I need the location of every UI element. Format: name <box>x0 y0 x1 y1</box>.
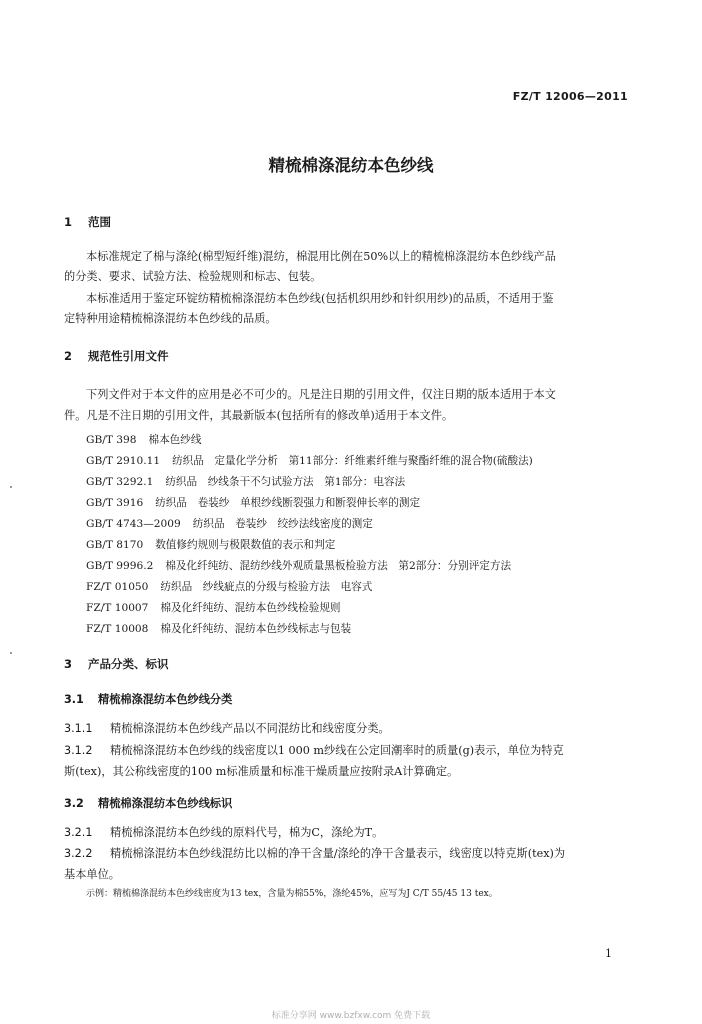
reference-code: GB/T 398 <box>86 434 137 446</box>
reference-code: GB/T 3292.1 <box>86 476 154 488</box>
scope-paragraph-1-line-1: 本标准规定了棉与涤纶(棉型短纤维)混纺，棉混用比例在50%以上的精梳棉涤混纺本色纱线产品 <box>86 250 556 263</box>
reference-title: 棉及化纤纯纺、混纺纱线外观质量黑板检验方法 第2部分：分别评定方法 <box>165 560 512 572</box>
subsection-3-1-heading <box>64 691 232 707</box>
clause-text: 精梳棉涤混纺本色纱线产品以不同混纺比和线密度分类。 <box>110 722 390 735</box>
reference-code: GB/T 3916 <box>86 497 144 509</box>
clause-number: 3.2.1 <box>64 826 93 839</box>
subsection-number: 3.1 <box>64 693 84 706</box>
clause-3-2-2-line-1 <box>64 845 565 861</box>
reference-title: 数值修约规则与极限数值的表示和判定 <box>155 539 336 551</box>
reference-code: GB/T 9996.2 <box>86 560 154 572</box>
reference-title: 纺织品 卷装纱 单根纱线断裂强力和断裂伸长率的测定 <box>155 497 421 509</box>
section-number: 3 <box>64 657 73 671</box>
clause-text: 精梳棉涤混纺本色纱线的原料代号，棉为C，涤纶为T。 <box>110 826 384 839</box>
references-intro-line-2: 件。凡是不注日期的引用文件，其最新版本(包括所有的修改单)适用于本文件。 <box>64 409 454 422</box>
section-3-heading <box>64 656 169 672</box>
clause-number: 3.1.1 <box>64 722 93 735</box>
document-title: 精梳棉涤混纺本色纱线 <box>268 156 434 175</box>
reference-code: GB/T 2910.11 <box>86 455 161 467</box>
reference-item <box>86 432 201 447</box>
section-number: 1 <box>64 215 73 229</box>
reference-item <box>86 579 372 594</box>
reference-item <box>86 537 335 552</box>
page-number: 1 <box>605 947 612 960</box>
reference-title: 棉本色纱线 <box>148 434 202 446</box>
scope-paragraph-2-line-2: 定特种用途精梳棉涤混纺本色纱线的品质。 <box>64 312 277 325</box>
reference-item <box>86 495 420 510</box>
example-note: 示例：精梳棉涤混纺本色纱线密度为13 tex，含量为棉55%，涤纶45%，应写为J C/T 55/45 13 tex。 <box>86 889 498 899</box>
subsection-number: 3.2 <box>64 797 84 810</box>
clause-number: 3.1.2 <box>64 744 93 757</box>
section-title: 产品分类、标识 <box>88 657 169 671</box>
reference-code: FZ/T 01050 <box>86 581 149 593</box>
reference-item <box>86 516 373 531</box>
clause-3-2-2-line-2: 基本单位。 <box>64 868 120 881</box>
clause-3-2-1 <box>64 824 383 840</box>
section-number: 2 <box>64 349 73 363</box>
scan-speck <box>10 486 12 488</box>
clause-number: 3.2.2 <box>64 847 93 860</box>
standard-code: FZ/T 12006—2011 <box>512 90 628 103</box>
scan-speck <box>10 652 12 654</box>
reference-code: GB/T 4743—2009 <box>86 518 181 530</box>
reference-title: 纺织品 纱线疵点的分级与检验方法 电容式 <box>160 581 373 593</box>
section-title: 规范性引用文件 <box>88 349 169 363</box>
clause-text: 精梳棉涤混纺本色纱线混纺比以棉的净干含量/涤纶的净干含量表示，线密度以特克斯(tex)为 <box>110 847 566 860</box>
reference-title: 纺织品 卷装纱 绞纱法线密度的测定 <box>192 518 373 530</box>
subsection-title: 精梳棉涤混纺本色纱线分类 <box>98 693 233 706</box>
reference-title: 棉及化纤纯纺、混纺本色纱线标志与包装 <box>160 623 352 635</box>
reference-item <box>86 558 511 573</box>
section-title: 范围 <box>88 215 111 229</box>
clause-3-1-1 <box>64 720 390 736</box>
clause-text: 精梳棉涤混纺本色纱线的线密度以1 000 m纱线在公定回潮率时的质量(g)表示，单位为特克 <box>110 744 564 757</box>
footer-watermark: 标准分享网 www.bzfxw.com 免费下载 <box>271 1011 431 1021</box>
references-intro-line-1: 下列文件对于本文件的应用是必不可少的。凡是注日期的引用文件，仅注日期的版本适用于本文 <box>86 388 556 401</box>
reference-item <box>86 474 405 489</box>
subsection-3-2-heading <box>64 795 232 811</box>
scope-paragraph-2-line-1: 本标准适用于鉴定环锭纺精梳棉涤混纺本色纱线(包括机织用纱和针织用纱)的品质，不适用于鉴 <box>86 292 554 305</box>
scope-paragraph-1-line-2: 的分类、要求、试验方法、检验规则和标志、包装。 <box>64 270 322 283</box>
reference-title: 纺织品 定量化学分析 第11部分：纤维素纤维与聚酯纤维的混合物(硫酸法) <box>172 455 533 467</box>
section-1-heading <box>64 214 111 230</box>
clause-3-1-2-line-1 <box>64 742 564 758</box>
reference-item <box>86 600 341 615</box>
reference-code: FZ/T 10008 <box>86 623 149 635</box>
reference-item <box>86 621 351 636</box>
clause-3-1-2-line-2: 斯(tex)，其公称线密度的100 m标准质量和标准干燥质量应按附录A计算确定。 <box>64 765 459 778</box>
reference-item <box>86 453 533 468</box>
reference-code: FZ/T 10007 <box>86 602 149 614</box>
subsection-title: 精梳棉涤混纺本色纱线标识 <box>98 797 233 810</box>
reference-title: 纺织品 纱线条干不匀试验方法 第1部分：电容法 <box>165 476 406 488</box>
reference-title: 棉及化纤纯纺、混纺本色纱线检验规则 <box>160 602 341 614</box>
reference-code: GB/T 8170 <box>86 539 144 551</box>
section-2-heading <box>64 348 169 364</box>
